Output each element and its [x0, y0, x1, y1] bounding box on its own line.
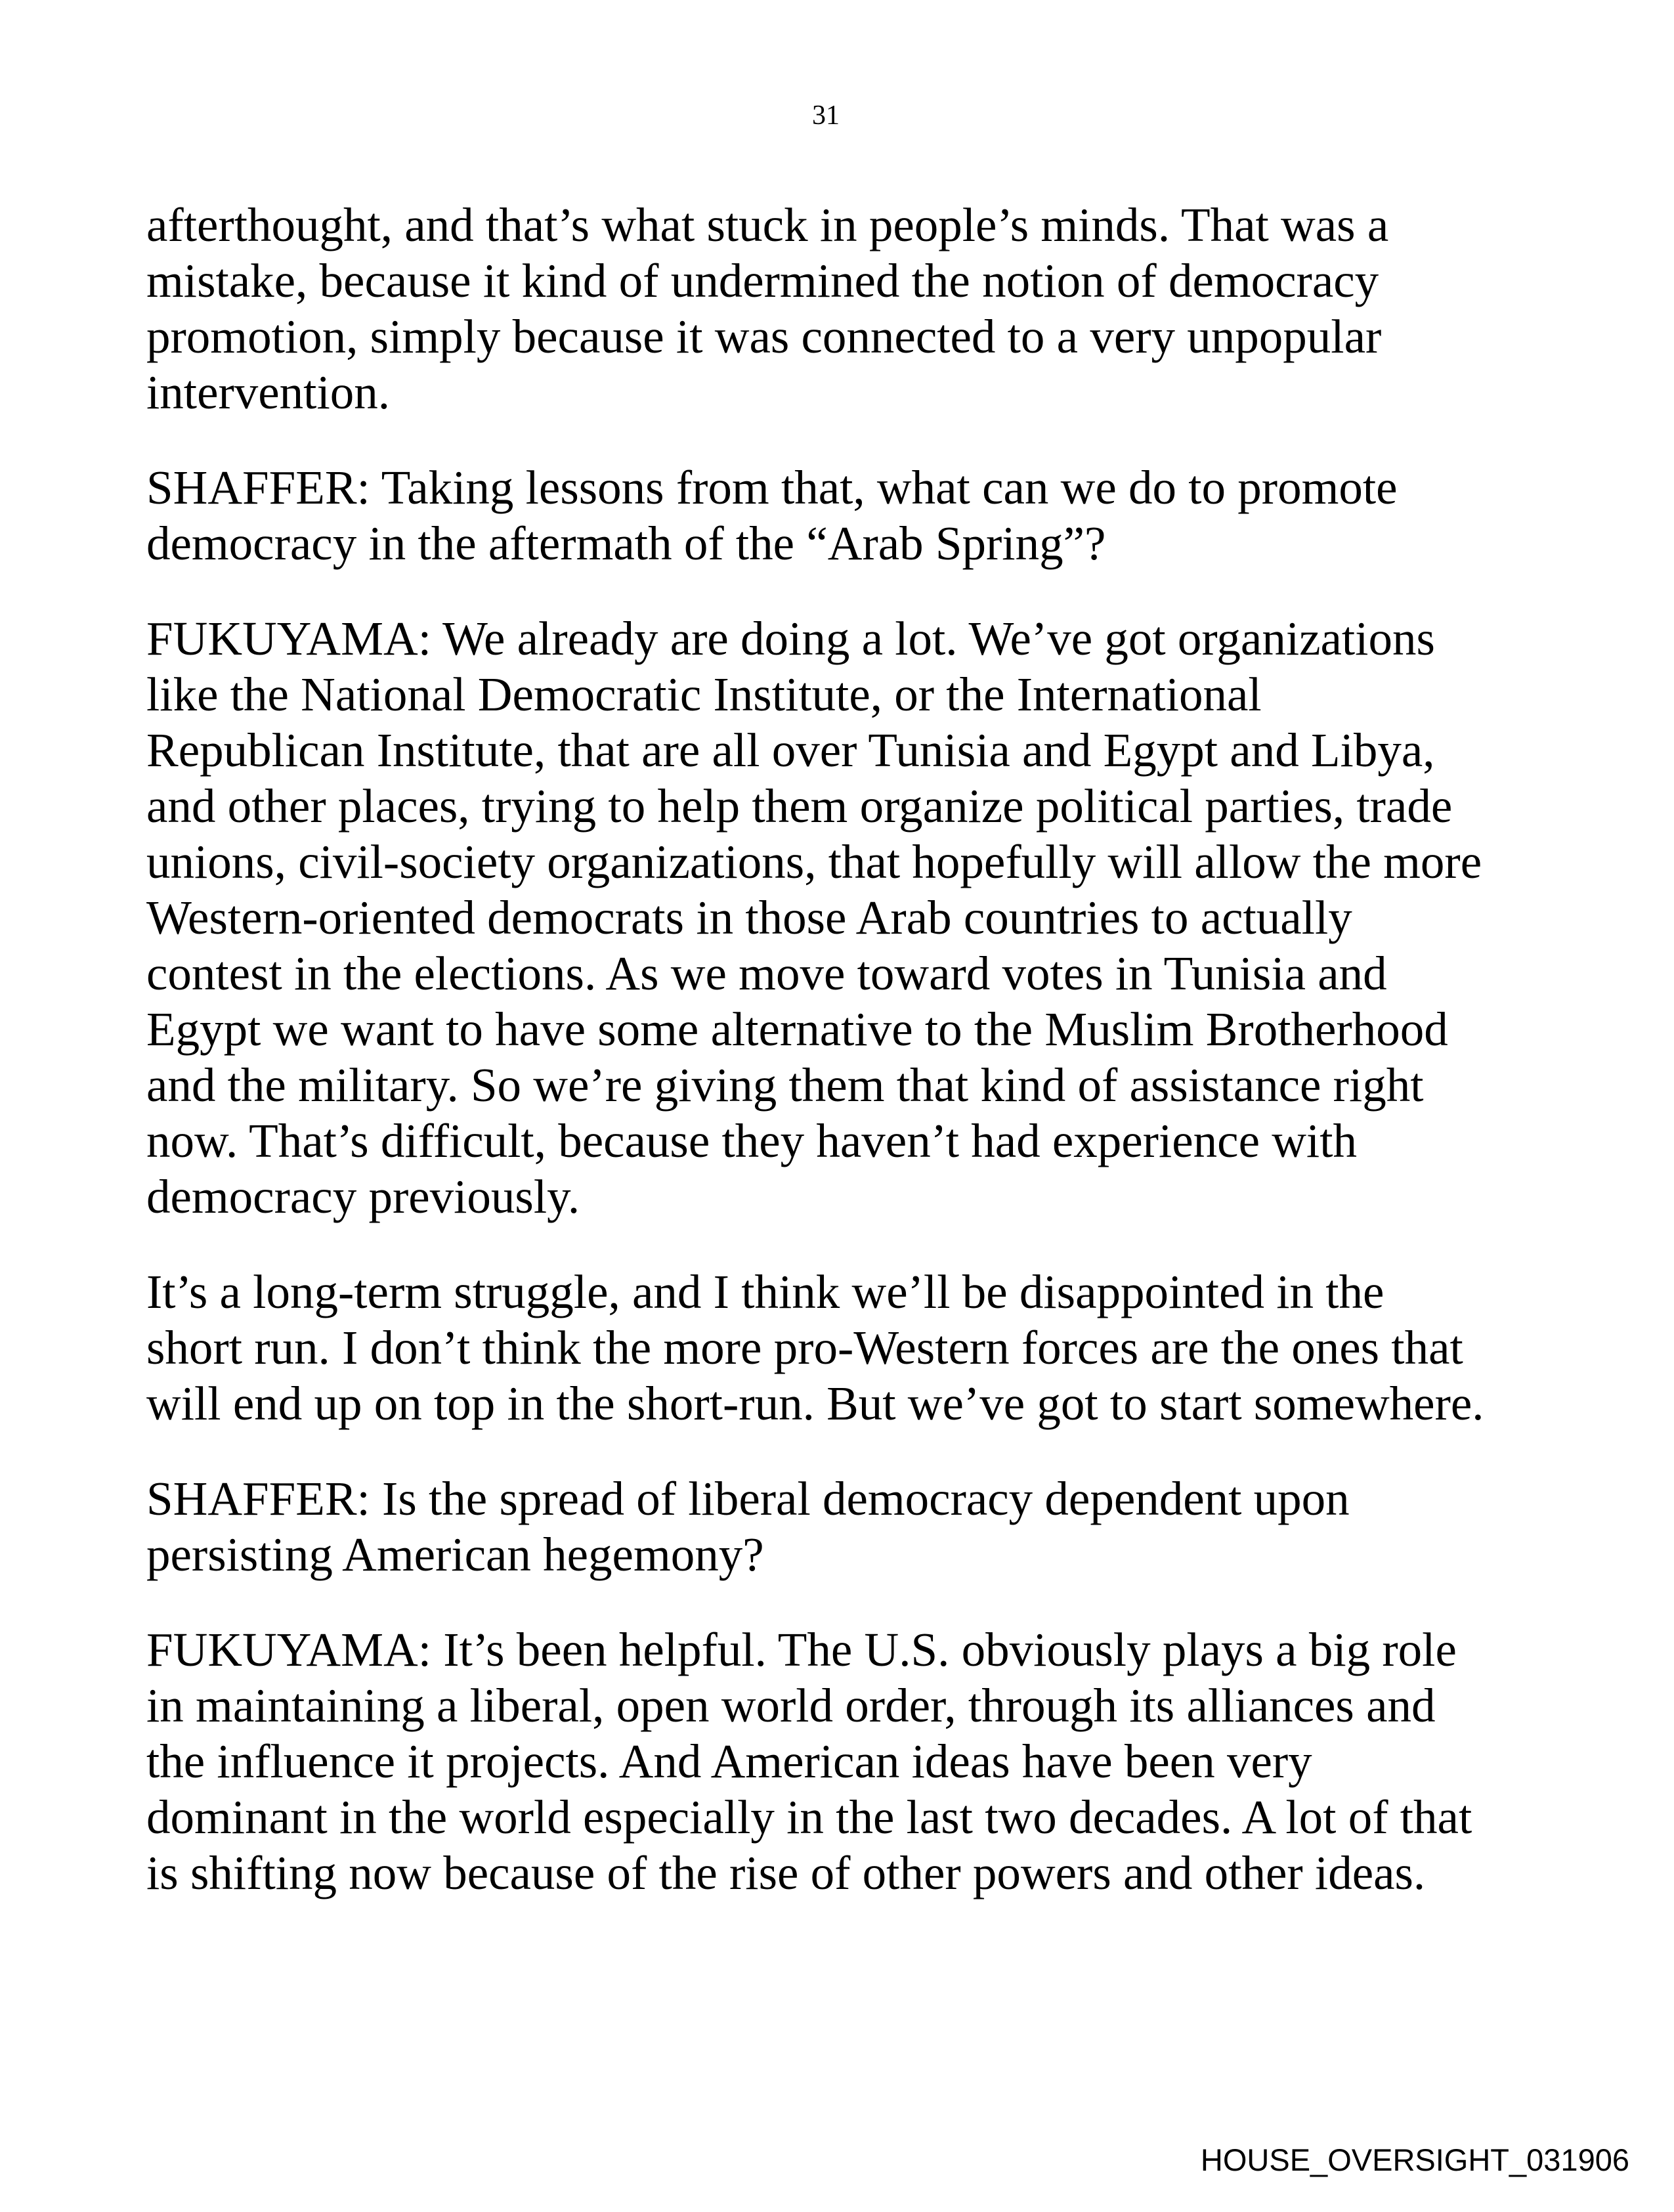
- text-line: and other places, trying to help them organize political parties, trade: [146, 779, 1453, 833]
- page-number: 31: [812, 100, 840, 131]
- text-line: short run. I don’t think the more pro-Western forces are the ones that: [146, 1321, 1463, 1374]
- paragraph: [146, 460, 1484, 571]
- text-line: Western-oriented democrats in those Arab countries to actually: [146, 891, 1352, 944]
- document-body: [146, 197, 1484, 1940]
- text-line: dominant in the world especially in the last two decades. A lot of that: [146, 1790, 1472, 1844]
- paragraph: [146, 197, 1484, 420]
- text-line: will end up on top in the short-run. But we’ve got to start somewhere.: [146, 1377, 1484, 1430]
- text-line: democracy previously.: [146, 1170, 580, 1223]
- paragraph: [146, 611, 1484, 1225]
- text-line: is shifting now because of the rise of other powers and other ideas.: [146, 1846, 1426, 1899]
- text-line: SHAFFER: Is the spread of liberal democracy dependent upon: [146, 1472, 1350, 1525]
- text-line: mistake, because it kind of undermined the notion of democracy: [146, 254, 1379, 307]
- text-line: It’s a long-term struggle, and I think we’ll be disappointed in the: [146, 1265, 1384, 1318]
- text-line: democracy in the aftermath of the “Arab Spring”?: [146, 517, 1106, 570]
- paragraph: [146, 1264, 1484, 1431]
- text-line: persisting American hegemony?: [146, 1528, 764, 1581]
- text-line: now. That’s difficult, because they haven’t had experience with: [146, 1114, 1357, 1167]
- text-line: and the military. So we’re giving them that kind of assistance right: [146, 1058, 1424, 1112]
- text-line: promotion, simply because it was connected to a very unpopular: [146, 310, 1382, 363]
- text-line: in maintaining a liberal, open world order, through its alliances and: [146, 1679, 1436, 1732]
- document-id-footer: HOUSE_OVERSIGHT_031906: [1200, 2142, 1629, 2177]
- paragraph: [146, 1471, 1484, 1582]
- text-line: unions, civil-society organizations, that hopefully will allow the more: [146, 835, 1482, 888]
- text-line: FUKUYAMA: It’s been helpful. The U.S. obviously plays a big role: [146, 1623, 1457, 1676]
- text-line: Republican Institute, that are all over Tunisia and Egypt and Libya,: [146, 724, 1435, 777]
- text-line: SHAFFER: Taking lessons from that, what can we do to promote: [146, 461, 1398, 514]
- text-line: Egypt we want to have some alternative to the Muslim Brotherhood: [146, 1003, 1448, 1056]
- text-line: like the National Democratic Institute, or the International: [146, 668, 1262, 721]
- paragraph: [146, 1622, 1484, 1901]
- text-line: afterthought, and that’s what stuck in people’s minds. That was a: [146, 198, 1389, 251]
- text-line: intervention.: [146, 366, 390, 419]
- text-line: the influence it projects. And American ideas have been very: [146, 1735, 1312, 1788]
- text-line: FUKUYAMA: We already are doing a lot. We’ve got organizations: [146, 612, 1435, 665]
- text-line: contest in the elections. As we move toward votes in Tunisia and: [146, 947, 1387, 1000]
